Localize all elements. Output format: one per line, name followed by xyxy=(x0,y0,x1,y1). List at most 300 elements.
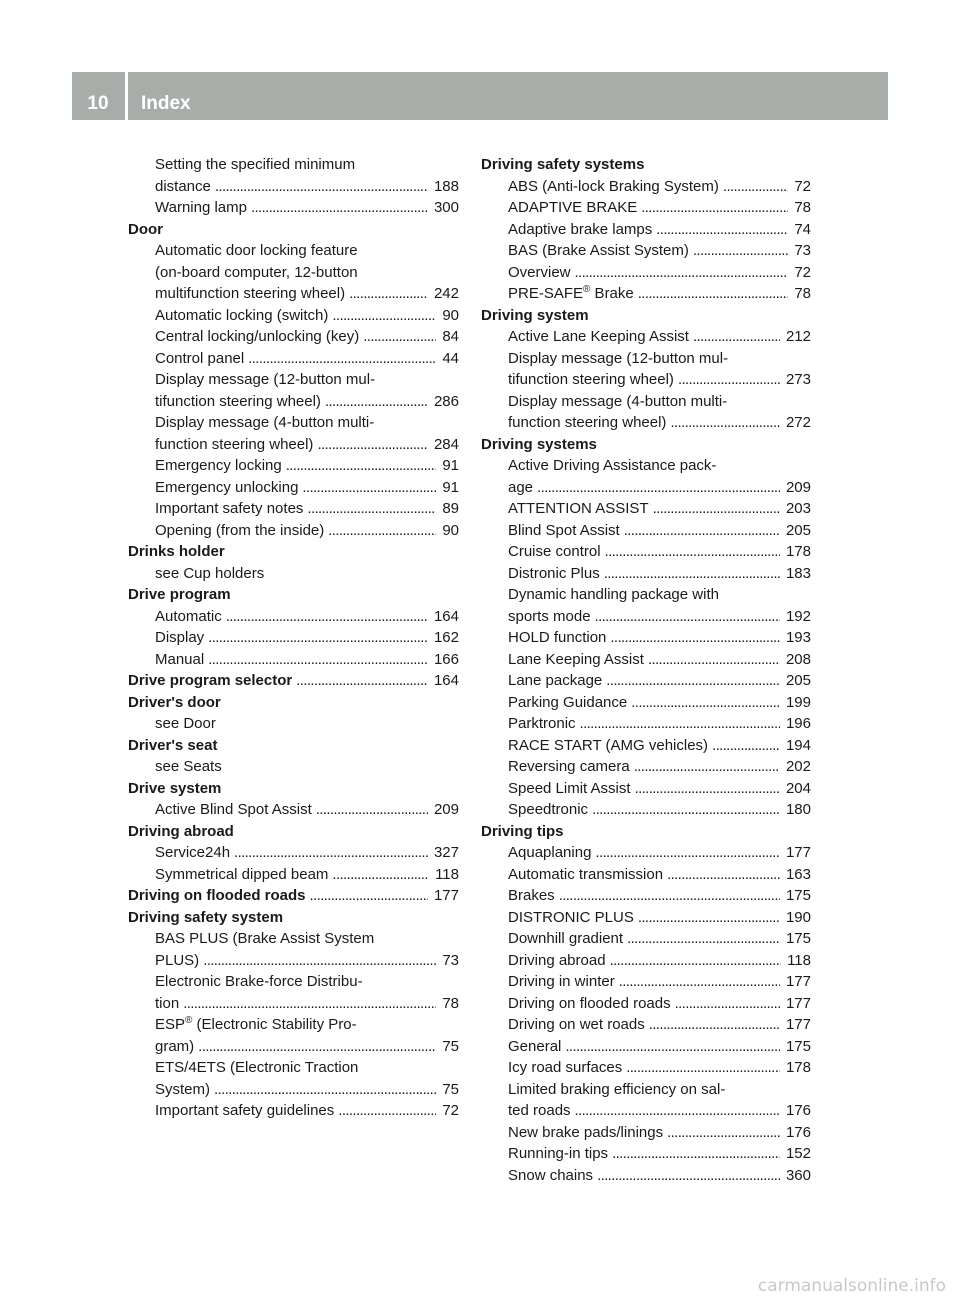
page-ref: 190 xyxy=(785,908,811,926)
entry-text: Snow chains xyxy=(508,1166,594,1184)
entry-text: Driving on flooded roads xyxy=(128,887,306,904)
leader-dots xyxy=(332,305,436,327)
index-entry xyxy=(481,971,811,993)
entry-text: HOLD function xyxy=(508,629,607,646)
entry-text: tion xyxy=(155,994,180,1012)
index-entry xyxy=(481,670,811,692)
page-ref: 162 xyxy=(433,629,459,646)
entry-text: ADAPTIVE BRAKE xyxy=(508,199,638,216)
leader-dots xyxy=(203,950,436,972)
index-entry xyxy=(481,1036,811,1058)
entry-text: Display message (12-button mul- xyxy=(508,349,729,367)
leader-dots xyxy=(208,627,428,649)
index-entry xyxy=(128,498,459,520)
leader-dots xyxy=(595,606,780,628)
entry-text: Parking Guidance xyxy=(508,693,628,711)
leader-dots xyxy=(612,1143,780,1165)
entry-text: Drive program xyxy=(128,586,231,603)
entry-text: function steering wheel) xyxy=(508,414,667,431)
page-ref: 177 xyxy=(785,844,811,861)
index-entry xyxy=(481,455,811,477)
leader-dots xyxy=(667,1122,780,1144)
leader-dots xyxy=(234,842,428,864)
page-ref: 242 xyxy=(433,285,459,302)
index-entry xyxy=(128,1079,459,1101)
entry-text: Driving tips xyxy=(481,822,564,840)
entry-text: DISTRONIC PLUS xyxy=(508,908,634,926)
index-heading xyxy=(128,541,459,563)
leader-dots xyxy=(307,498,436,520)
leader-dots xyxy=(667,864,780,886)
entry-text: Important safety notes xyxy=(155,500,304,517)
entry-text: Driving systems xyxy=(481,435,597,453)
entry-text: age xyxy=(508,478,534,496)
index-entry xyxy=(128,1057,459,1079)
entry-text: Driver's seat xyxy=(128,736,218,754)
leader-dots xyxy=(198,1036,436,1058)
index-entry xyxy=(481,240,811,262)
leader-dots xyxy=(580,713,780,735)
leader-dots xyxy=(610,950,782,972)
leader-dots xyxy=(592,799,780,821)
page-ref: 164 xyxy=(433,672,459,689)
page-ref: 164 xyxy=(433,607,459,625)
page-ref: 193 xyxy=(785,629,811,646)
page-ref: 84 xyxy=(442,328,459,345)
leader-dots xyxy=(332,864,429,886)
entry-text: Parktronic xyxy=(508,715,576,732)
entry-text: Warning lamp xyxy=(155,199,247,216)
entry-text: Service24h xyxy=(155,844,231,861)
page-ref: 178 xyxy=(785,543,811,560)
index-entry xyxy=(481,391,811,413)
registered-mark: ® xyxy=(583,284,591,295)
header-bar xyxy=(72,72,888,120)
index-entry xyxy=(481,713,811,735)
index-entry xyxy=(128,326,459,348)
page-ref: 44 xyxy=(442,349,459,367)
registered-mark: ® xyxy=(185,1015,193,1026)
page-ref: 205 xyxy=(785,672,811,689)
entry-text: PRE-SAFE® Brake xyxy=(508,284,634,302)
index-entry xyxy=(481,498,811,520)
entry-text: Manual xyxy=(155,650,205,668)
entry-text: BAS PLUS (Brake Assist System xyxy=(155,930,375,947)
entry-text: Drive program selector xyxy=(128,672,293,689)
index-entry xyxy=(481,950,811,972)
index-entry xyxy=(128,563,459,585)
page-ref: 166 xyxy=(433,650,459,668)
index-entry xyxy=(128,176,459,198)
entry-text: Aquaplaning xyxy=(508,844,592,861)
index-entry xyxy=(481,1122,811,1144)
entry-text: see Door xyxy=(155,715,216,732)
page-ref: 284 xyxy=(433,435,459,453)
leader-dots xyxy=(626,1057,780,1079)
index-entry xyxy=(128,369,459,391)
entry-text: tifunction steering wheel) xyxy=(155,392,321,410)
index-entry xyxy=(481,1100,811,1122)
index-heading xyxy=(128,821,459,843)
page-ref: 327 xyxy=(433,844,459,861)
page-ref: 177 xyxy=(785,994,811,1012)
entry-text: Driving system xyxy=(481,306,589,324)
leader-dots xyxy=(325,391,428,413)
entry-text: Setting the specified minimum xyxy=(155,156,356,173)
leader-dots xyxy=(678,369,780,391)
index-entry xyxy=(128,412,459,434)
page-ref: 118 xyxy=(787,951,811,969)
index-heading xyxy=(128,219,459,241)
leader-dots xyxy=(317,434,428,456)
page-ref: 192 xyxy=(785,607,811,625)
index-heading xyxy=(128,584,459,606)
index-entry xyxy=(481,1165,811,1187)
index-heading xyxy=(481,821,811,843)
index-entry xyxy=(128,283,459,305)
index-heading xyxy=(128,735,459,757)
entry-text: Cruise control xyxy=(508,543,601,560)
entry-text: Electronic Brake-force Distribu- xyxy=(155,973,363,990)
entry-text: Display message (4-button multi- xyxy=(508,392,728,410)
page-ref: 199 xyxy=(785,693,811,711)
page-ref: 78 xyxy=(794,285,811,302)
leader-dots xyxy=(693,240,788,262)
entry-text: Lane package xyxy=(508,672,603,689)
entry-text: Emergency unlocking xyxy=(155,478,299,496)
entry-text: System) xyxy=(155,1080,211,1098)
leader-dots xyxy=(610,627,780,649)
watermark-logo: carmanualsonline.info xyxy=(757,1276,946,1296)
index-entry xyxy=(481,778,811,800)
index-entry xyxy=(128,391,459,413)
entry-text: Drinks holder xyxy=(128,543,225,560)
entry-text: Automatic xyxy=(155,607,222,625)
page-ref: 273 xyxy=(785,371,811,388)
leader-dots xyxy=(310,885,428,907)
page-title: Index xyxy=(141,93,191,114)
entry-text: Dynamic handling package with xyxy=(508,586,719,603)
entry-text: Reversing camera xyxy=(508,758,630,775)
index-entry xyxy=(128,713,459,735)
page-ref: 176 xyxy=(785,1123,811,1141)
index-heading xyxy=(128,692,459,714)
page-ref: 118 xyxy=(435,865,459,883)
entry-text: Driving safety systems xyxy=(481,156,645,173)
page-ref: 176 xyxy=(785,1102,811,1119)
page-ref: 180 xyxy=(785,801,811,818)
leader-dots xyxy=(604,563,780,585)
index-entry xyxy=(481,477,811,499)
index-column-right xyxy=(481,154,811,1186)
leader-dots xyxy=(559,885,780,907)
entry-text: ATTENTION ASSIST xyxy=(508,500,649,517)
leader-dots xyxy=(349,283,428,305)
leader-dots xyxy=(565,1036,780,1058)
leader-dots xyxy=(624,520,780,542)
page-ref: 175 xyxy=(785,1037,811,1055)
index-entry xyxy=(128,993,459,1015)
index-entry xyxy=(128,154,459,176)
leader-dots xyxy=(214,1079,436,1101)
page-ref: 203 xyxy=(785,500,811,517)
index-entry xyxy=(128,864,459,886)
leader-dots xyxy=(296,670,428,692)
index-entry xyxy=(481,649,811,671)
entry-text: Display xyxy=(155,629,205,646)
page-ref: 188 xyxy=(433,177,459,195)
leader-dots xyxy=(653,498,780,520)
index-entry xyxy=(481,799,811,821)
entry-text: Emergency locking xyxy=(155,457,282,474)
index-heading xyxy=(481,154,811,176)
leader-dots xyxy=(595,842,780,864)
entry-text: Lane Keeping Assist xyxy=(508,650,644,668)
index-entry xyxy=(128,455,459,477)
index-entry xyxy=(481,541,811,563)
page-ref: 178 xyxy=(785,1059,811,1076)
entry-text: Driver's door xyxy=(128,693,221,711)
page-ref: 204 xyxy=(785,779,811,797)
page-ref: 78 xyxy=(442,994,459,1012)
index-entry xyxy=(481,692,811,714)
leader-dots xyxy=(605,541,780,563)
index-entry xyxy=(128,197,459,219)
entry-text: multifunction steering wheel) xyxy=(155,285,346,302)
entry-text: RACE START (AMG vehicles) xyxy=(508,736,709,754)
index-entry xyxy=(481,176,811,198)
leader-dots xyxy=(648,649,780,671)
page-ref: 91 xyxy=(442,457,459,474)
entry-text: BAS (Brake Assist System) xyxy=(508,242,689,259)
entry-text: Opening (from the inside) xyxy=(155,521,325,539)
entry-text: Driving in winter xyxy=(508,973,615,990)
leader-dots xyxy=(693,326,780,348)
page-ref: 177 xyxy=(433,887,459,904)
page-ref: 152 xyxy=(785,1145,811,1162)
page-ref: 209 xyxy=(433,801,459,818)
entry-text: Automatic transmission xyxy=(508,865,664,883)
index-entry xyxy=(481,584,811,606)
entry-text: Important safety guidelines xyxy=(155,1102,335,1119)
entry-text: Brakes xyxy=(508,887,555,904)
page-number: 10 xyxy=(87,93,109,114)
index-entry xyxy=(481,348,811,370)
leader-dots xyxy=(723,176,788,198)
index-entry xyxy=(481,627,811,649)
entry-text: gram) xyxy=(155,1037,195,1055)
entry-text: Control panel xyxy=(155,349,245,367)
leader-dots xyxy=(537,477,780,499)
leader-dots xyxy=(316,799,428,821)
leader-dots xyxy=(328,520,436,542)
index-column-left xyxy=(128,154,459,1122)
index-entry xyxy=(481,219,811,241)
page-ref: 177 xyxy=(785,973,811,990)
entry-text: sports mode xyxy=(508,607,591,625)
entry-text: Driving abroad xyxy=(128,822,234,840)
index-entry xyxy=(481,369,811,391)
leader-dots xyxy=(575,1100,780,1122)
page-ref: 300 xyxy=(433,199,459,216)
index-entry xyxy=(481,262,811,284)
index-entry xyxy=(128,799,459,821)
index-entry xyxy=(481,1057,811,1079)
page-ref: 73 xyxy=(442,951,459,969)
page-ref: 196 xyxy=(785,715,811,732)
index-entry xyxy=(481,283,811,305)
leader-dots xyxy=(248,348,436,370)
page-ref: 90 xyxy=(442,306,459,324)
leader-dots xyxy=(251,197,428,219)
leader-dots xyxy=(638,907,780,929)
index-heading xyxy=(128,670,459,692)
leader-dots xyxy=(656,219,788,241)
index-entry xyxy=(481,864,811,886)
page-ref: 72 xyxy=(794,263,811,281)
index-entry xyxy=(481,1079,811,1101)
entry-text: Automatic locking (switch) xyxy=(155,306,329,324)
entry-text: Speed Limit Assist xyxy=(508,779,631,797)
entry-text: Display message (12-button mul- xyxy=(155,371,376,388)
page-ref: 91 xyxy=(442,478,459,496)
entry-text: Driving abroad xyxy=(508,951,606,969)
leader-dots xyxy=(627,928,780,950)
entry-text: Downhill gradient xyxy=(508,930,624,947)
page-ref: 272 xyxy=(785,414,811,431)
index-entry xyxy=(481,412,811,434)
index-entry xyxy=(128,1014,459,1036)
entry-text: Active Driving Assistance pack- xyxy=(508,457,717,474)
entry-text: (on-board computer, 12-button xyxy=(155,263,358,281)
index-entry xyxy=(481,606,811,628)
entry-text: Speedtronic xyxy=(508,801,589,818)
index-entry xyxy=(128,971,459,993)
page-ref: 183 xyxy=(785,564,811,582)
leader-dots xyxy=(286,455,437,477)
entry-text: Distronic Plus xyxy=(508,564,600,582)
entry-text: ESP® (Electronic Stability Pro- xyxy=(155,1015,357,1033)
entry-text: Icy road surfaces xyxy=(508,1059,623,1076)
leader-dots xyxy=(619,971,780,993)
page-ref: 194 xyxy=(785,736,811,754)
page-ref: 177 xyxy=(785,1016,811,1033)
index-entry xyxy=(128,262,459,284)
entry-text: Running-in tips xyxy=(508,1145,609,1162)
page-ref: 360 xyxy=(785,1166,811,1184)
leader-dots xyxy=(675,993,780,1015)
page-ref: 75 xyxy=(442,1037,459,1055)
page-ref: 286 xyxy=(433,392,459,410)
index-heading xyxy=(128,885,459,907)
page-ref: 73 xyxy=(794,242,811,259)
entry-text: Overview xyxy=(508,263,571,281)
index-entry xyxy=(481,735,811,757)
entry-text: ETS/4ETS (Electronic Traction xyxy=(155,1059,359,1076)
leader-dots xyxy=(215,176,428,198)
entry-text: Symmetrical dipped beam xyxy=(155,865,329,883)
index-entry xyxy=(128,606,459,628)
leader-dots xyxy=(670,412,780,434)
index-entry xyxy=(128,305,459,327)
page-ref: 89 xyxy=(442,500,459,517)
leader-dots xyxy=(183,993,436,1015)
page-ref: 78 xyxy=(794,199,811,216)
entry-text: Driving safety system xyxy=(128,908,284,926)
entry-text: function steering wheel) xyxy=(155,435,314,453)
index-entry xyxy=(128,928,459,950)
leader-dots xyxy=(302,477,436,499)
leader-dots xyxy=(635,778,780,800)
page-ref: 212 xyxy=(785,328,811,345)
entry-text: tifunction steering wheel) xyxy=(508,371,674,388)
index-entry xyxy=(128,842,459,864)
index-entry xyxy=(128,627,459,649)
entry-text: see Seats xyxy=(155,758,222,775)
page-ref: 175 xyxy=(785,930,811,947)
index-heading xyxy=(128,778,459,800)
entry-text: see Cup holders xyxy=(155,564,265,582)
entry-text: ted roads xyxy=(508,1102,571,1119)
page-ref: 209 xyxy=(785,478,811,496)
entry-text: PLUS) xyxy=(155,951,200,969)
index-heading xyxy=(128,907,459,929)
index-entry xyxy=(481,756,811,778)
page-ref: 72 xyxy=(442,1102,459,1119)
index-entry xyxy=(481,885,811,907)
page-ref: 74 xyxy=(794,220,811,238)
page-ref: 75 xyxy=(442,1080,459,1098)
entry-text: Active Lane Keeping Assist xyxy=(508,328,689,345)
index-entry xyxy=(481,1014,811,1036)
index-entry xyxy=(128,1100,459,1122)
page-ref: 72 xyxy=(794,177,811,195)
leader-dots xyxy=(208,649,428,671)
index-entry xyxy=(128,348,459,370)
index-entry xyxy=(481,197,811,219)
leader-dots xyxy=(641,197,788,219)
leader-dots xyxy=(712,735,780,757)
index-entry xyxy=(128,240,459,262)
entry-text: Display message (4-button multi- xyxy=(155,414,375,431)
index-entry xyxy=(128,520,459,542)
index-entry xyxy=(481,1143,811,1165)
leader-dots xyxy=(634,756,780,778)
entry-text: Automatic door locking feature xyxy=(155,242,358,259)
page-ref: 175 xyxy=(785,887,811,904)
entry-text: General xyxy=(508,1037,562,1055)
entry-text: Driving on flooded roads xyxy=(508,994,671,1012)
entry-text: distance xyxy=(155,177,211,195)
index-heading xyxy=(481,305,811,327)
entry-text: Driving on wet roads xyxy=(508,1016,645,1033)
entry-text: Drive system xyxy=(128,779,222,797)
entry-text: Limited braking efficiency on sal- xyxy=(508,1080,726,1098)
leader-dots xyxy=(631,692,780,714)
leader-dots xyxy=(606,670,780,692)
index-entry xyxy=(128,649,459,671)
entry-text: Blind Spot Assist xyxy=(508,521,620,539)
index-entry xyxy=(481,928,811,950)
index-entry xyxy=(481,563,811,585)
page-ref: 208 xyxy=(785,650,811,668)
entry-text: Door xyxy=(128,220,163,238)
page-ref: 205 xyxy=(785,521,811,539)
index-entry xyxy=(128,756,459,778)
index-entry xyxy=(481,326,811,348)
index-entry xyxy=(128,477,459,499)
leader-dots xyxy=(597,1165,780,1187)
